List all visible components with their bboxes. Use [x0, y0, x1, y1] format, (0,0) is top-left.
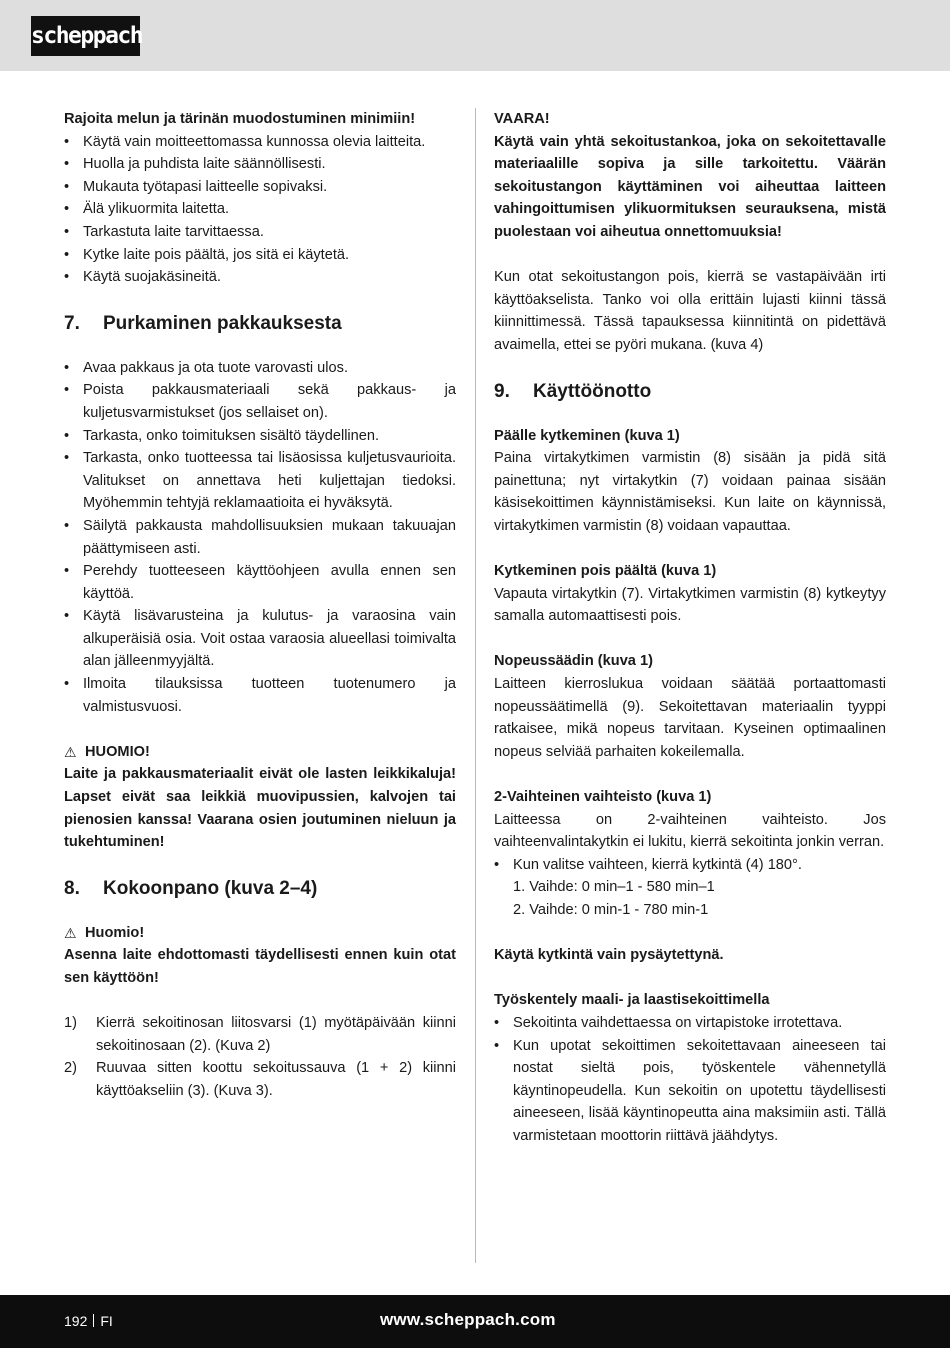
section-heading: Purkaminen pakkauksesta: [103, 312, 342, 334]
section-number: 8.: [64, 877, 80, 899]
gear-text: Laitteessa on 2-vaihteinen vaihteisto. Jos vaihteenvalintakytkin ei lukitu, kierrä sekoitinta jonkin verran.: [494, 811, 886, 851]
vaara-text: Käytä vain yhtä sekoitustankoa, joka on sekoitettavalle materiaalille sopiva ja sille tarkoitettu. Väärän sekoitustangon käyttäminen voi aiheuttaa laitteen vahingoittumisen ylikuormituksen seurauksena, mistä puolestaan voi aiheutua onnettomuuksia!: [494, 133, 886, 240]
step-number: 2): [64, 1060, 77, 1077]
header-band: [0, 0, 950, 71]
list-item: • Kytke laite pois päältä, jos sitä ei käytetä.: [64, 244, 456, 267]
page-separator: [93, 1314, 94, 1327]
section-8-title: [64, 876, 456, 902]
website-link[interactable]: www.scheppach.com: [380, 1310, 556, 1329]
step-text: Ruuvaa sitten koottu sekoitussauva (1 + 2) kiinni käyttöakseliin (3). (Kuva 3).: [96, 1060, 456, 1099]
footer-band: [0, 1295, 950, 1348]
list-item: [64, 1012, 456, 1057]
unpacking-list: [64, 357, 456, 719]
paint-list: [494, 1012, 886, 1148]
remove-rod-text: Kun otat sekoitustangon pois, kierrä se vastapäivään irti käyttöakselista. Tanko voi olla erittäin lujasti kiinni tässä kiinnittimessä. Tässä tapauksessa kiinnitintä on pidettävä avaimella, ettei se pyöri mukana. (kuva 4): [494, 269, 886, 353]
section-number: 9.: [494, 380, 510, 402]
list-item: • Kun valitse vaihteen, kierrä kytkintä (4) 180°.: [494, 854, 886, 877]
list-item: • Säilytä pakkausta mahdollisuuksien mukaan takuuajan päättymiseen asti.: [64, 515, 456, 560]
gear-line-1: 1. Vaihde: 0 min–1 - 580 min–1: [513, 879, 715, 896]
noise-list: [64, 131, 456, 289]
step-number: 1): [64, 1015, 77, 1032]
list-item: • Käytä suojakäsineitä.: [64, 266, 456, 289]
list-item: • Tarkastuta laite tarvittaessa.: [64, 221, 456, 244]
section-number: 7.: [64, 312, 80, 334]
list-item: [64, 1057, 456, 1102]
warning-label: HUOMIO!: [85, 743, 150, 760]
vaara-label: VAARA!: [494, 111, 550, 127]
paint-heading: Työskentely maali- ja laastisekoittimella: [494, 992, 770, 1009]
page-number-value: 192: [64, 1313, 88, 1329]
list-item: • Tarkasta, onko tuotteessa tai lisäosissa kuljetusvaurioita. Valitukset on annettava heti kuljettajan tiedoksi. Myöhemmin tehtyjä reklamaatioita ei hyväksytä.: [64, 447, 456, 515]
section-7-title: [64, 311, 456, 337]
gear-heading: 2-Vaihteinen vaihteisto (kuva 1): [494, 789, 712, 806]
warning-triangle-icon: ⚠: [64, 924, 77, 941]
list-item: • Perehdy tuotteeseen käyttöohjeen avulla ennen sen käyttöä.: [64, 560, 456, 605]
list-item: • Käytä vain moitteettomassa kunnossa olevia laitteita.: [64, 131, 456, 154]
list-item: • Poista pakkausmateriaali sekä pakkaus- ja kuljetusvarmistukset (jos sellaiset on).: [64, 379, 456, 424]
noise-heading: Rajoita melun ja tärinän muodostuminen minimiin!: [64, 111, 416, 127]
switch-on-heading: Päälle kytkeminen (kuva 1): [494, 427, 680, 444]
huomio2-warning: [64, 922, 456, 945]
list-item: • Avaa pakkaus ja ota tuote varovasti ulos.: [64, 357, 456, 380]
section-heading: Kokoonpano (kuva 2–4): [103, 877, 318, 899]
list-item: • Huolla ja puhdista laite säännöllisesti.: [64, 153, 456, 176]
list-item: • Ilmoita tilauksissa tuotteen tuotenumero ja valmistusvuosi.: [64, 673, 456, 718]
list-item: • Tarkasta, onko toimituksen sisältö täydellinen.: [64, 425, 456, 448]
assembly-steps: [64, 1012, 456, 1102]
switch-off-text: Vapauta virtakytkin (7). Virtakytkimen varmistin (8) kytkeytyy samalla automaattisesti pois.: [494, 585, 886, 625]
left-column: [64, 108, 456, 1103]
warning-triangle-icon: ⚠: [64, 743, 77, 760]
huomio-warning: [64, 741, 456, 764]
warning-text: Asenna laite ehdottomasti täydellisesti ennen kuin otat sen käyttöön!: [64, 947, 456, 986]
scheppach-logo: scheppach: [31, 16, 140, 56]
switch-off-heading: Kytkeminen pois päältä (kuva 1): [494, 563, 717, 580]
list-item: • Mukauta työtapasi laitteelle sopivaksi.: [64, 176, 456, 199]
section-heading: Käyttöönotto: [533, 380, 652, 402]
page-number: [64, 1310, 113, 1332]
speed-text: Laitteen kierroslukua voidaan säätää portaattomasti nopeussäätimellä (9). Sekoitettavan materiaalin tyyppi ratkaisee, mikä nopeus tarvitaan. Kyseinen optimaalinen nopeus selviää parhaiten kokeilemalla.: [494, 676, 886, 760]
warning-text: Laite ja pakkausmateriaalit eivät ole lasten leikkikaluja! Lapset eivät saa leikkiä muovipussien, kalvojen tai pienosien kanssa! Vaarana osien joutuminen nieluun ja tukehtuminen!: [64, 766, 456, 851]
gear-line-2: 2. Vaihde: 0 min-1 - 780 min-1: [513, 902, 709, 918]
gear-list: [494, 854, 886, 877]
language-code: FI: [100, 1313, 113, 1329]
list-item: • Kun upotat sekoittimen sekoitettavaan aineeseen tai nostat sieltä pois, työskentele vähennetyllä käyntinopeudella. Kun sekoitin on upotettu täydellisesti aineeseen, lisää käyntinopeutta aina maksimiin asti. Tällä varmistetaan moottorin riittävä jäähdytys.: [494, 1035, 886, 1148]
list-item: • Älä ylikuormita laitetta.: [64, 198, 456, 221]
column-divider: [475, 108, 476, 1263]
list-item: • Sekoitinta vaihdettaessa on virtapistoke irrotettava.: [494, 1012, 886, 1035]
warning-label: Huomio!: [85, 924, 145, 941]
switch-on-text: Paina virtakytkimen varmistin (8) sisään ja pidä sitä painettuna; nyt virtakytkin (7) voidaan painaa sisään käsisekoittimen käynnistämiseksi. Kun laite on käynnissä, virtakytkimen varmistin (8) voidaan vapauttaa.: [494, 450, 886, 534]
section-9-title: [494, 379, 886, 405]
step-text: Kierrä sekoitinosan liitosvarsi (1) myötäpäivään kiinni sekoitinosaan (2). (Kuva 2): [96, 1015, 456, 1054]
right-column: [494, 108, 886, 1148]
speed-heading: Nopeussäädin (kuva 1): [494, 653, 653, 670]
gear-note: Käytä kytkintä vain pysäytettynä.: [494, 947, 724, 964]
list-item: • Käytä lisävarusteina ja kulutus- ja varaosina vain alkuperäisiä osia. Voit ostaa varaosia alueellasi toimivalta alan jälleenmyyjältä.: [64, 605, 456, 673]
